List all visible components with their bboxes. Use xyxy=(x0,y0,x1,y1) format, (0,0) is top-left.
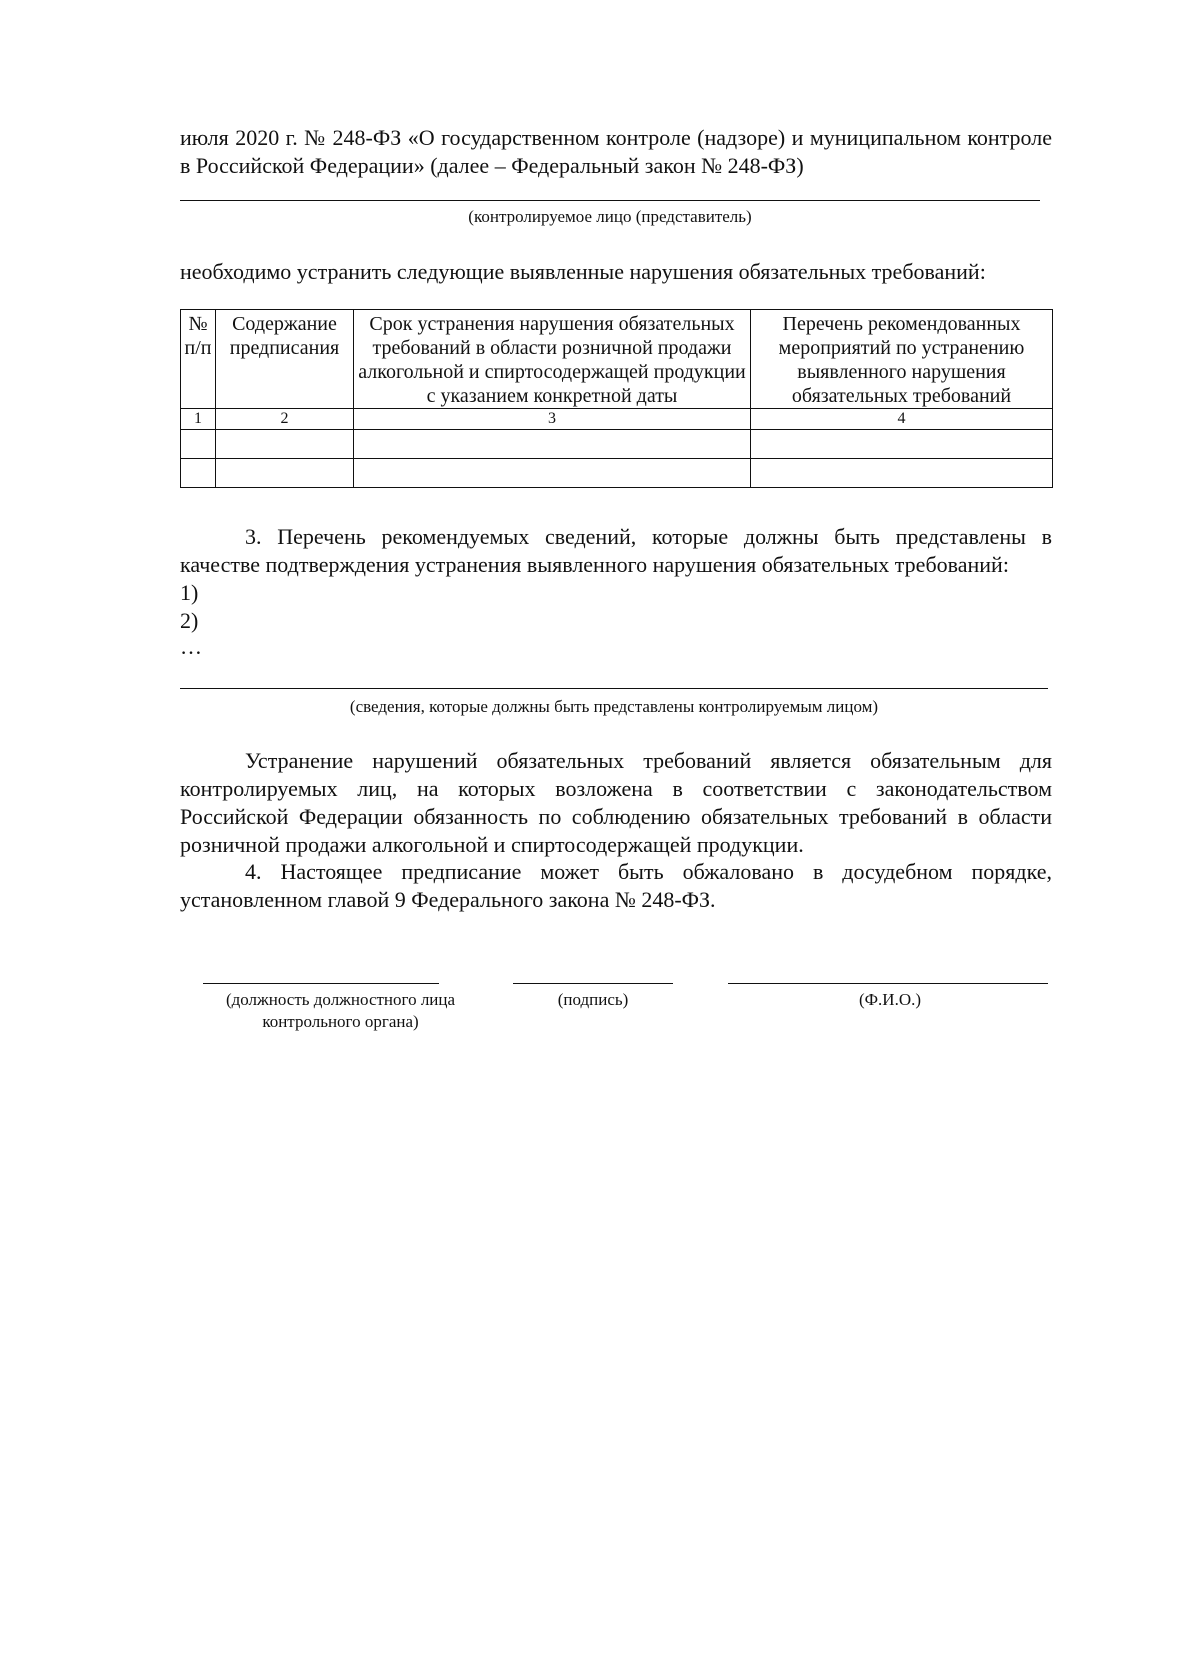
section3-item: … xyxy=(180,634,202,659)
table-cell xyxy=(354,430,751,459)
table-row xyxy=(181,430,1053,459)
table-cell xyxy=(354,459,751,488)
table-cell xyxy=(751,459,1053,488)
table-header-row xyxy=(181,310,1053,409)
header-content: Содержание предписания xyxy=(216,310,354,409)
column-number: 3 xyxy=(354,409,751,430)
signature-line xyxy=(513,983,673,984)
header-measures: Перечень рекомендованных мероприятий по устранению выявленного нарушения обязательных требований xyxy=(751,310,1053,409)
intro-paragraph: июля 2020 г. № 248-ФЗ «О государственном контроле (надзоре) и муниципальном контроле в Российской Федерации» (далее – Федеральный закон № 248-ФЗ) xyxy=(180,125,1052,178)
column-number: 1 xyxy=(181,409,216,430)
table-cell xyxy=(216,430,354,459)
table-cell xyxy=(216,459,354,488)
elimination-paragraph: Устранение нарушений обязательных требований является обязательным для контролируемых лиц, на которых возложена в соответствии с законодательством Российской Федерации обязанность по соблюдению обязательных требований в области розничной продажи алкогольной и спиртосодержащей продукции. xyxy=(180,748,1052,857)
name-caption: (Ф.И.О.) xyxy=(858,990,922,1009)
column-number: 2 xyxy=(216,409,354,430)
info-line xyxy=(180,688,1048,689)
table-cell xyxy=(751,430,1053,459)
controlled-person-caption: (контролируемое лицо (представитель) xyxy=(468,207,752,226)
section3-item: 1) xyxy=(180,580,199,605)
header-deadline: Срок устранения нарушения обязательных требований в области розничной продажи алкогольной и спиртосодержащей продукции с указанием конкретной даты xyxy=(354,310,751,409)
position-caption: (должность должностного лица контрольного органа) xyxy=(225,990,456,1031)
info-caption: (сведения, которые должны быть представлены контролируемым лицом) xyxy=(349,697,879,716)
signature-caption: (подпись) xyxy=(557,990,629,1009)
name-line xyxy=(728,983,1048,984)
violations-intro: необходимо устранить следующие выявленные нарушения обязательных требований: xyxy=(180,259,986,284)
table-cell xyxy=(181,430,216,459)
table-row xyxy=(181,459,1053,488)
position-signature-line xyxy=(203,983,439,984)
table-cell xyxy=(181,459,216,488)
section3-item: 2) xyxy=(180,608,199,633)
table-column-numbers-row xyxy=(181,409,1053,430)
controlled-person-line xyxy=(180,200,1040,201)
violations-table xyxy=(180,309,1053,488)
column-number: 4 xyxy=(751,409,1053,430)
section3-paragraph: 3. Перечень рекомендуемых сведений, которые должны быть представлены в качестве подтверждения устранения выявленного нарушения обязательных требований: xyxy=(180,524,1052,577)
section4-paragraph: 4. Настоящее предписание может быть обжаловано в досудебном порядке, установленном главой 9 Федерального закона № 248-ФЗ. xyxy=(180,859,1052,912)
header-number: № п/п xyxy=(181,310,216,409)
